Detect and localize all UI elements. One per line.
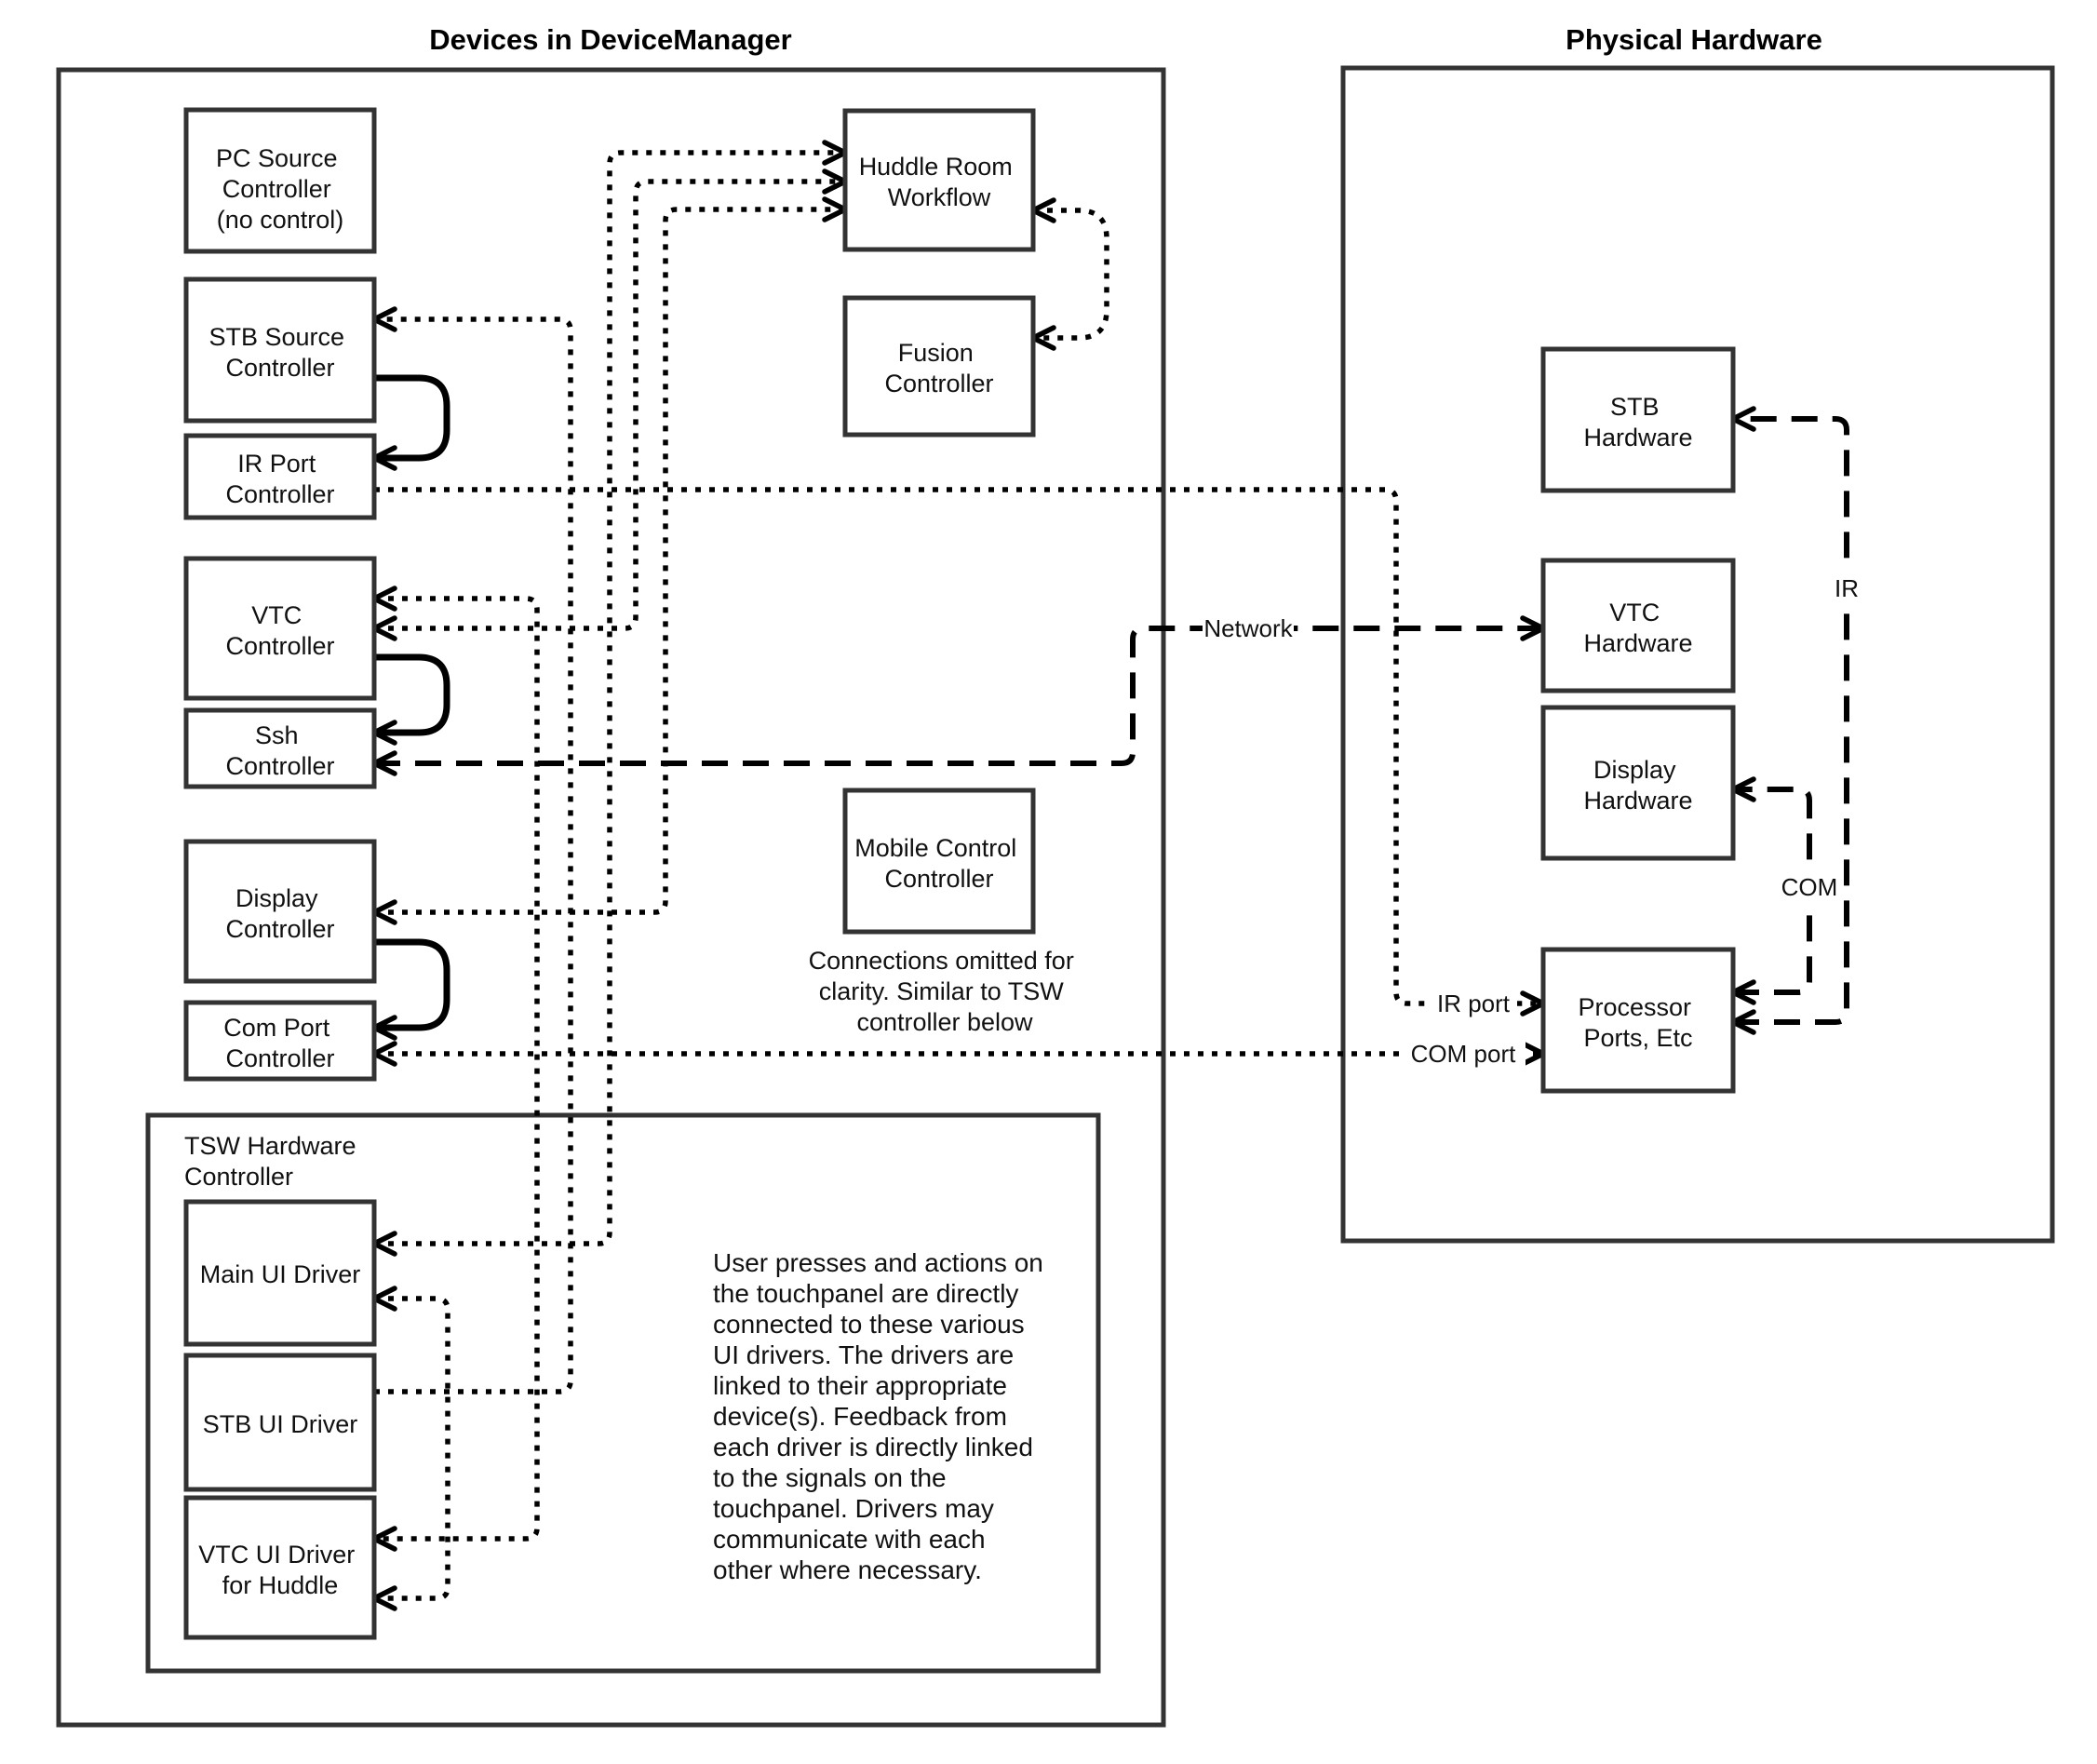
node-com-port-controller (186, 1003, 374, 1079)
tsw-note-line-9: touchpanel. Drivers may (713, 1494, 994, 1523)
tsw-container-label (184, 1132, 363, 1191)
edge-ssh-vtchw-network (374, 628, 1543, 763)
ir-port-label: IR port (1436, 990, 1511, 1017)
ssh-controller-line-2: Controller (225, 752, 335, 780)
pc-source-line-3: (no control) (216, 206, 344, 234)
tsw-label-line-2: Controller (184, 1163, 294, 1191)
display-hardware-line-1: Display (1593, 756, 1676, 784)
mobile-line-1: Mobile Control (854, 834, 1017, 862)
com-label: COM (1781, 873, 1838, 901)
main-ui-driver-line-1: Main UI Driver (199, 1260, 361, 1288)
processor-ports-line-2: Ports, Etc (1583, 1024, 1693, 1052)
edge-label-network (1203, 612, 1294, 645)
node-main-ui-driver (186, 1202, 374, 1344)
ir-port-line-2: Controller (225, 480, 335, 508)
edge-huddle-fusion (1033, 210, 1107, 338)
edge-vtc-ssh (374, 657, 447, 733)
node-stb-ui-driver (186, 1355, 374, 1489)
com-port-label: COM port (1410, 1040, 1516, 1068)
stb-source-line-1: STB Source (208, 323, 345, 351)
edge-label-com (1775, 869, 1844, 906)
tsw-note-line-1: User presses and actions on (713, 1248, 1043, 1277)
tsw-note-line-4: UI drivers. The drivers are (713, 1340, 1015, 1369)
tsw-note-line-6: device(s). Feedback from (713, 1402, 1007, 1431)
node-display-hardware (1543, 707, 1733, 858)
stb-ui-driver-line-1: STB UI Driver (202, 1410, 358, 1438)
edge-vtcctrl-vtcui (374, 599, 537, 1539)
display-hardware-line-2: Hardware (1583, 787, 1693, 815)
mobile-note-line-3: controller below (856, 1008, 1033, 1036)
edge-display-comport (374, 942, 447, 1028)
node-display-controller (186, 842, 374, 981)
edge-processor-stbhw-ir (1733, 419, 1847, 1022)
vtc-hardware-line-2: Hardware (1583, 629, 1693, 657)
edge-label-ir (1827, 570, 1866, 607)
node-vtc-ui-driver (186, 1498, 374, 1637)
devices-section-title: Devices in DeviceManager (429, 23, 792, 56)
tsw-note-line-10: communicate with each (713, 1525, 986, 1554)
display-controller-line-1: Display (235, 884, 318, 912)
stb-source-line-2: Controller (225, 354, 335, 382)
main-ui-driver-label (200, 1260, 361, 1288)
vtc-controller-line-1: VTC (251, 601, 302, 629)
node-processor-ports (1543, 949, 1733, 1091)
ir-port-line-1: IR Port (237, 450, 316, 478)
mobile-note-line-1: Connections omitted for (808, 947, 1074, 975)
node-pc-source-controller (186, 110, 374, 251)
stb-hardware-line-1: STB (1609, 393, 1660, 421)
edge-label-com-port (1401, 1036, 1526, 1071)
stb-ui-driver-label (203, 1410, 358, 1438)
edge-mainui-vtcui (374, 1299, 448, 1598)
huddle-line-2: Workflow (887, 183, 991, 211)
node-stb-source-controller (186, 279, 374, 421)
vtc-ui-driver-line-2: for Huddle (222, 1571, 339, 1599)
tsw-note-line-11: other where necessary. (713, 1555, 982, 1584)
node-fusion-controller (845, 298, 1033, 435)
edge-stbui-stbsource (374, 319, 571, 1392)
node-huddle-room-workflow (845, 111, 1033, 249)
network-label: Network (1203, 614, 1293, 642)
vtc-ui-driver-line-1: VTC UI Driver (198, 1541, 356, 1569)
stb-hardware-line-2: Hardware (1583, 424, 1693, 451)
mobile-line-2: Controller (884, 865, 994, 893)
ssh-controller-line-1: Ssh (254, 721, 299, 749)
tsw-note-line-8: to the signals on the (713, 1463, 947, 1492)
edge-stbsource-irport (374, 378, 447, 458)
vtc-hardware-line-1: VTC (1609, 599, 1660, 626)
node-ir-port-controller (186, 436, 374, 518)
tsw-label-line-1: TSW Hardware (184, 1132, 356, 1160)
node-vtc-hardware (1543, 560, 1733, 691)
tsw-note-line-3: connected to these various (713, 1310, 1025, 1339)
com-port-line-2: Controller (225, 1044, 335, 1072)
ir-label: IR (1835, 574, 1859, 602)
mobile-note-line-2: clarity. Similar to TSW (818, 977, 1064, 1005)
vtc-controller-line-2: Controller (225, 632, 335, 660)
tsw-note-line-7: each driver is directly linked (713, 1433, 1033, 1461)
mobile-note-text (809, 947, 1082, 1036)
edge-label-ir-port (1430, 986, 1517, 1021)
huddle-line-1: Huddle Room (858, 153, 1013, 181)
fusion-line-1: Fusion (897, 339, 974, 367)
tsw-note-line-5: linked to their appropriate (713, 1371, 1007, 1400)
physical-hardware-section-title: Physical Hardware (1566, 23, 1822, 56)
node-vtc-controller (186, 559, 374, 698)
node-ssh-controller (186, 710, 374, 787)
pc-source-line-1: PC Source (215, 144, 338, 172)
tsw-description-paragraph (713, 1248, 1051, 1584)
tsw-note-line-2: the touchpanel are directly (713, 1279, 1019, 1308)
display-controller-line-2: Controller (225, 915, 335, 943)
pc-source-controller-label (216, 144, 344, 234)
com-port-line-1: Com Port (223, 1014, 330, 1042)
processor-ports-line-1: Processor (1578, 993, 1692, 1021)
fusion-line-2: Controller (884, 370, 994, 397)
pc-source-line-2: Controller (222, 175, 331, 203)
node-mobile-control-controller (845, 790, 1033, 932)
node-stb-hardware (1543, 349, 1733, 491)
